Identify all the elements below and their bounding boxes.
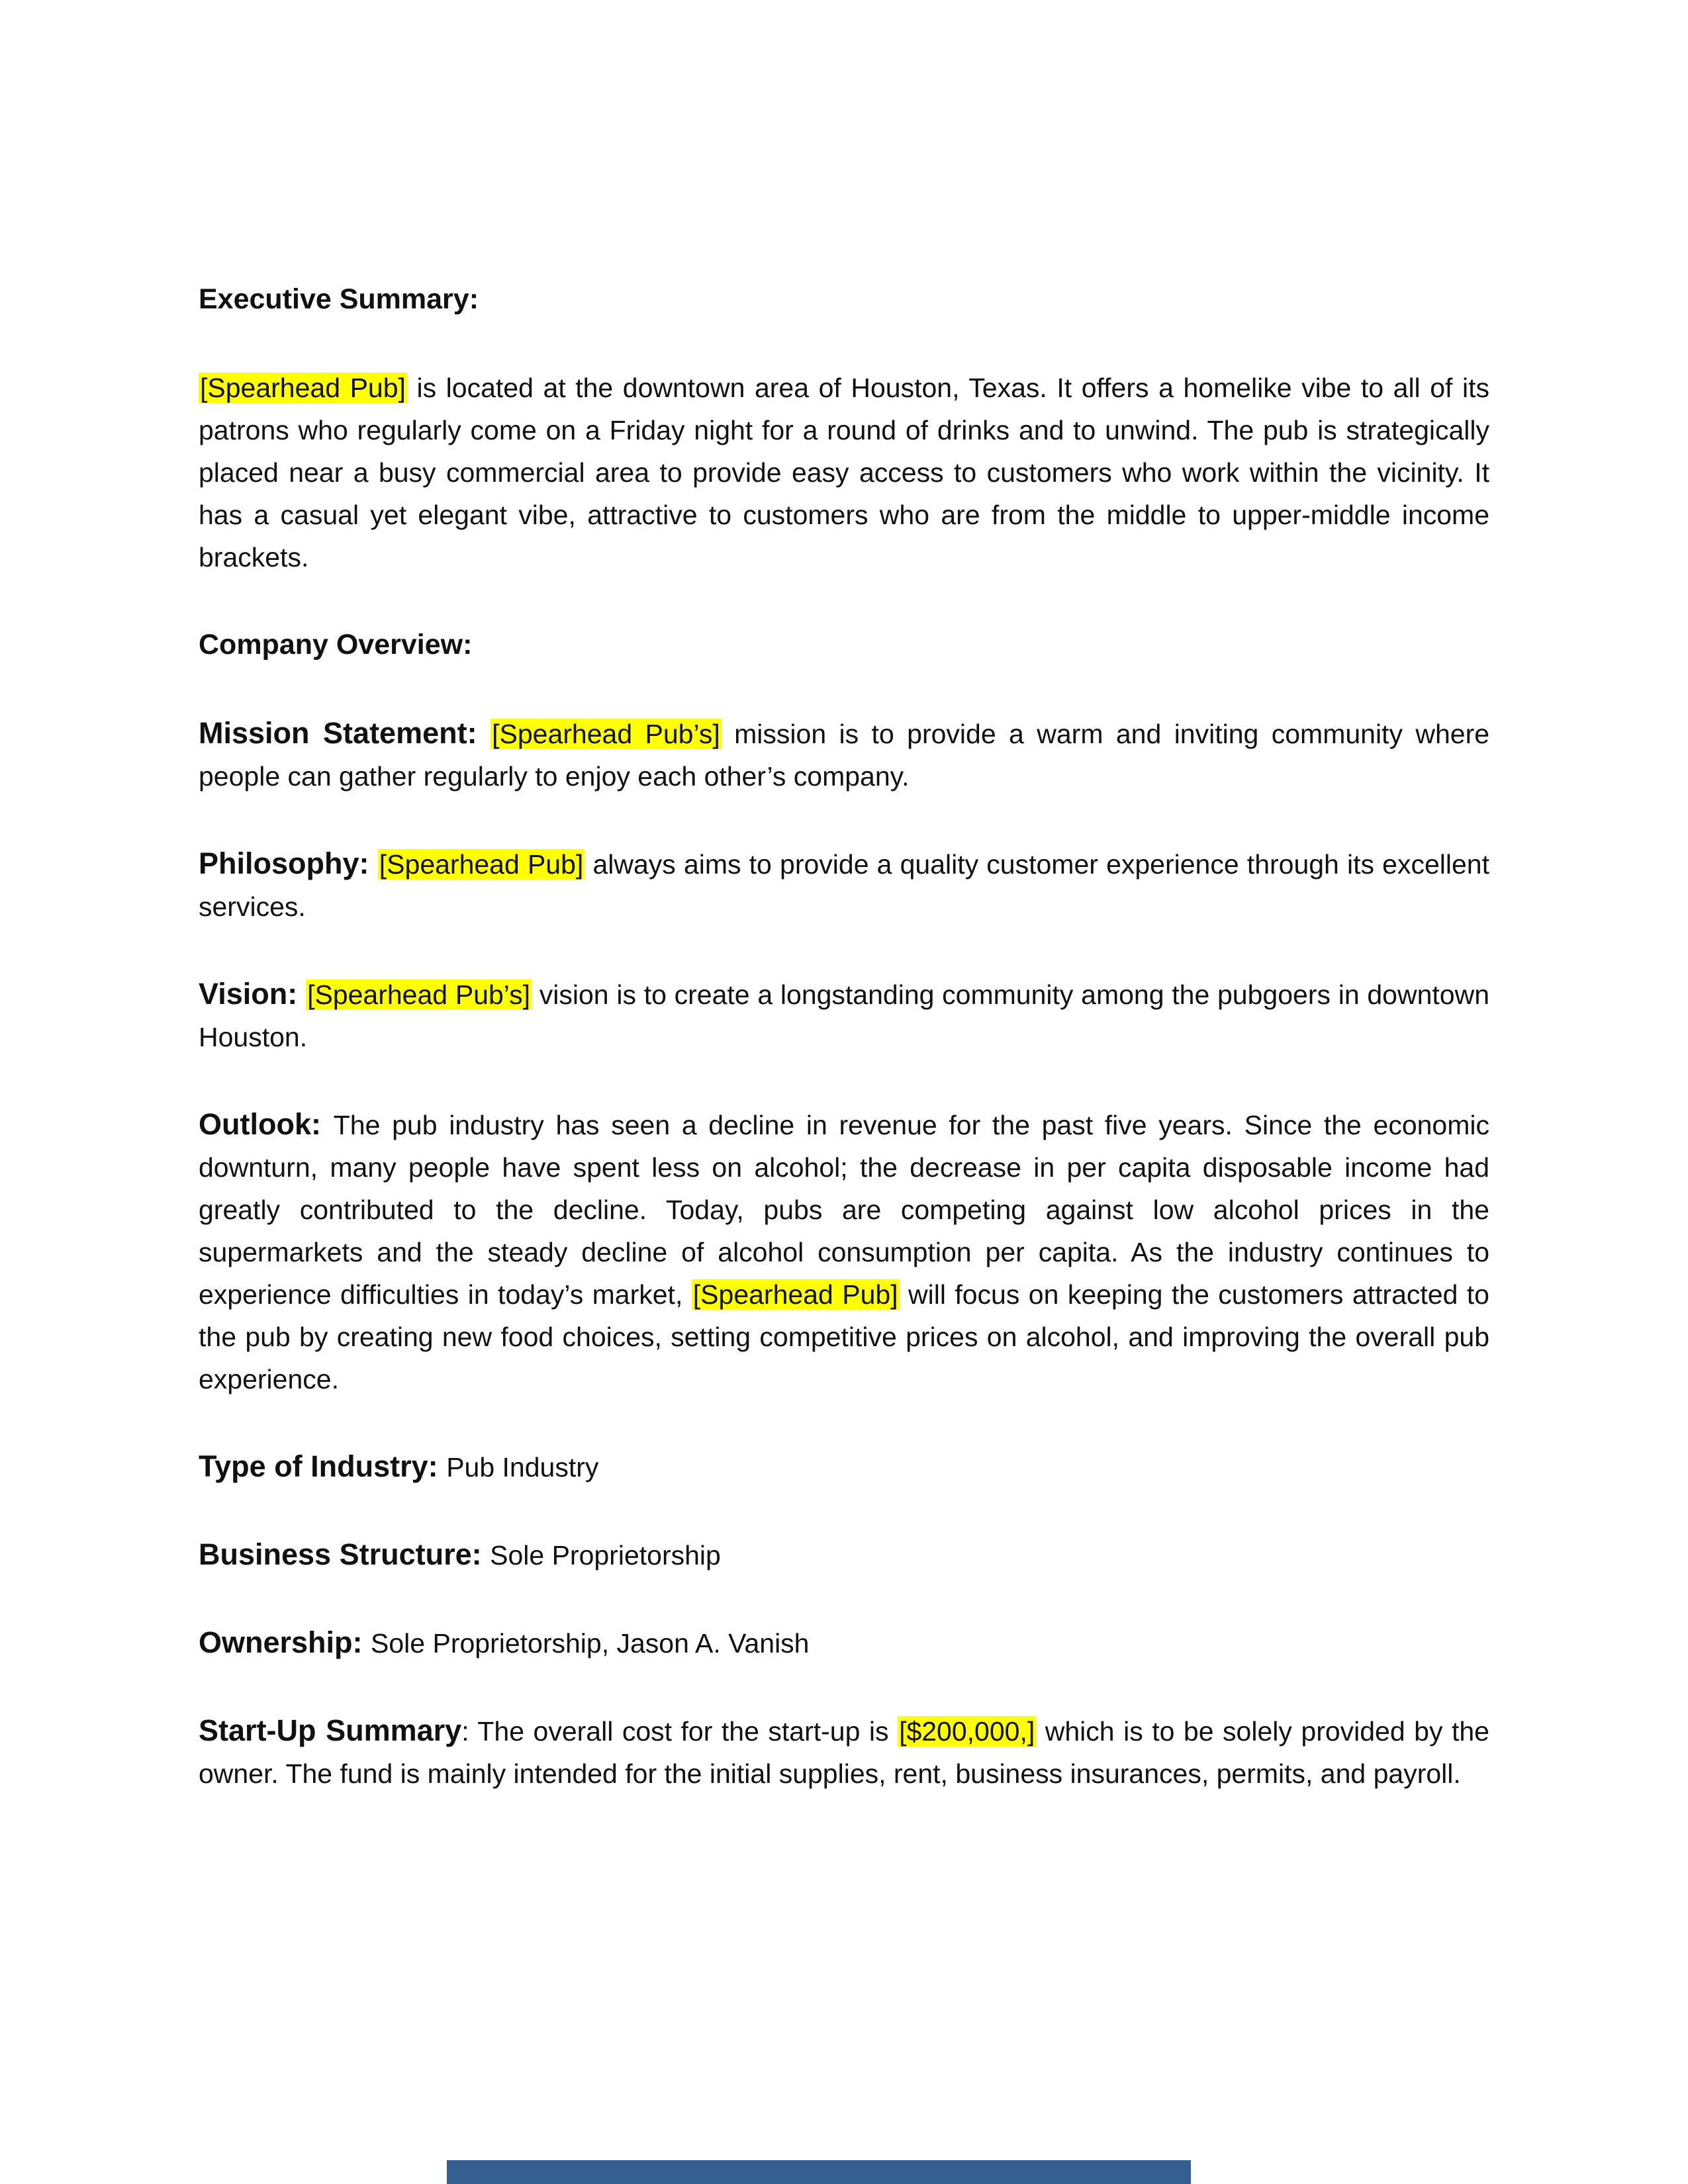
- mission-statement-paragraph: [199, 712, 1489, 797]
- company-name-highlight: [Spearhead Pub’s]: [492, 719, 720, 749]
- outlook-paragraph: [199, 1103, 1489, 1400]
- spacer: [199, 1488, 1489, 1533]
- mission-statement-label: Mission Statement:: [199, 716, 491, 750]
- executive-summary-paragraph: [199, 367, 1489, 578]
- industry-type-paragraph: [199, 1445, 1489, 1488]
- spacer: [199, 320, 1489, 367]
- executive-summary-text: is located at the downtown area of Houston, Texas. It offers a homelike vibe to all of its patrons who regularly come on a Friday night for a round of drinks and to unwind. The pub is strategically placed near a busy commercial area to provide easy access to customers who work within the vicinity. It has a casual yet elegant vibe, attractive to customers who are from the middle to upper-middle income brackets.: [199, 373, 1489, 572]
- startup-summary-label: Start-Up Summary: [199, 1713, 462, 1747]
- company-name-highlight: [Spearhead Pub’s]: [307, 979, 531, 1010]
- company-overview-heading: Company Overview:: [199, 629, 473, 660]
- spacer: [199, 1058, 1489, 1103]
- spacer: [199, 797, 1489, 842]
- startup-amount-highlight: [$200,000,]: [899, 1716, 1035, 1747]
- outlook-label: Outlook:: [199, 1107, 334, 1141]
- spacer: [199, 1400, 1489, 1445]
- spacer: [199, 928, 1489, 973]
- vision-label: Vision:: [199, 977, 306, 1011]
- spacer: [199, 1576, 1489, 1621]
- business-structure-label: Business Structure:: [199, 1537, 491, 1571]
- company-name-highlight: [Spearhead Pub]: [692, 1279, 898, 1310]
- company-name-highlight: [Spearhead Pub]: [200, 373, 406, 403]
- business-structure-paragraph: [199, 1533, 1489, 1576]
- startup-summary-text-before: : The overall cost for the start-up is: [461, 1716, 898, 1747]
- outlook-text-before: The pub industry has seen a decline in revenue for the past five years. Since the economic downturn, many people have spent less on alcohol; the decrease in per capita disposable income had greatly contributed to the decline. Today, pubs are competing against low alcohol prices in the supermarkets and the steady decline of alcohol consumption per capita. As the industry continues to experience difficulties in today’s market,: [199, 1110, 1489, 1310]
- industry-type-value: Pub Industry: [446, 1452, 599, 1482]
- ownership-paragraph: [199, 1621, 1489, 1664]
- ownership-value: Sole Proprietorship, Jason A. Vanish: [371, 1628, 810, 1659]
- spacer: [199, 578, 1489, 623]
- startup-summary-text-after: which is to be solely provided by the owner. The fund is mainly intended for the initial supplies, rent, business insurances, permits, and payroll.: [199, 1716, 1489, 1789]
- industry-type-label: Type of Industry:: [199, 1449, 447, 1483]
- mission-statement-text: mission is to provide a warm and inviting community where people can gather regularly to enjoy each other’s company.: [199, 719, 1490, 792]
- ownership-label: Ownership:: [199, 1625, 371, 1659]
- company-name-highlight: [Spearhead Pub]: [379, 849, 584, 880]
- outlook-text-after: will focus on keeping the customers attracted to the pub by creating new food choices, setting competitive prices on alcohol, and improving the overall pub experience.: [199, 1279, 1489, 1394]
- philosophy-label: Philosophy:: [199, 846, 378, 880]
- vision-text: vision is to create a longstanding community among the pubgoers in downtown Houston.: [199, 979, 1489, 1052]
- startup-summary-paragraph: [199, 1709, 1489, 1795]
- document-page: [199, 278, 1489, 1795]
- footer-bar: [447, 2160, 1191, 2184]
- spacer: [199, 666, 1489, 712]
- philosophy-text: always aims to provide a quality customer experience through its excellent services.: [199, 849, 1489, 922]
- executive-summary-heading: Executive Summary:: [199, 283, 479, 315]
- vision-paragraph: [199, 973, 1489, 1058]
- business-structure-value: Sole Proprietorship: [490, 1540, 721, 1570]
- spacer: [199, 1664, 1489, 1709]
- philosophy-paragraph: [199, 842, 1489, 928]
